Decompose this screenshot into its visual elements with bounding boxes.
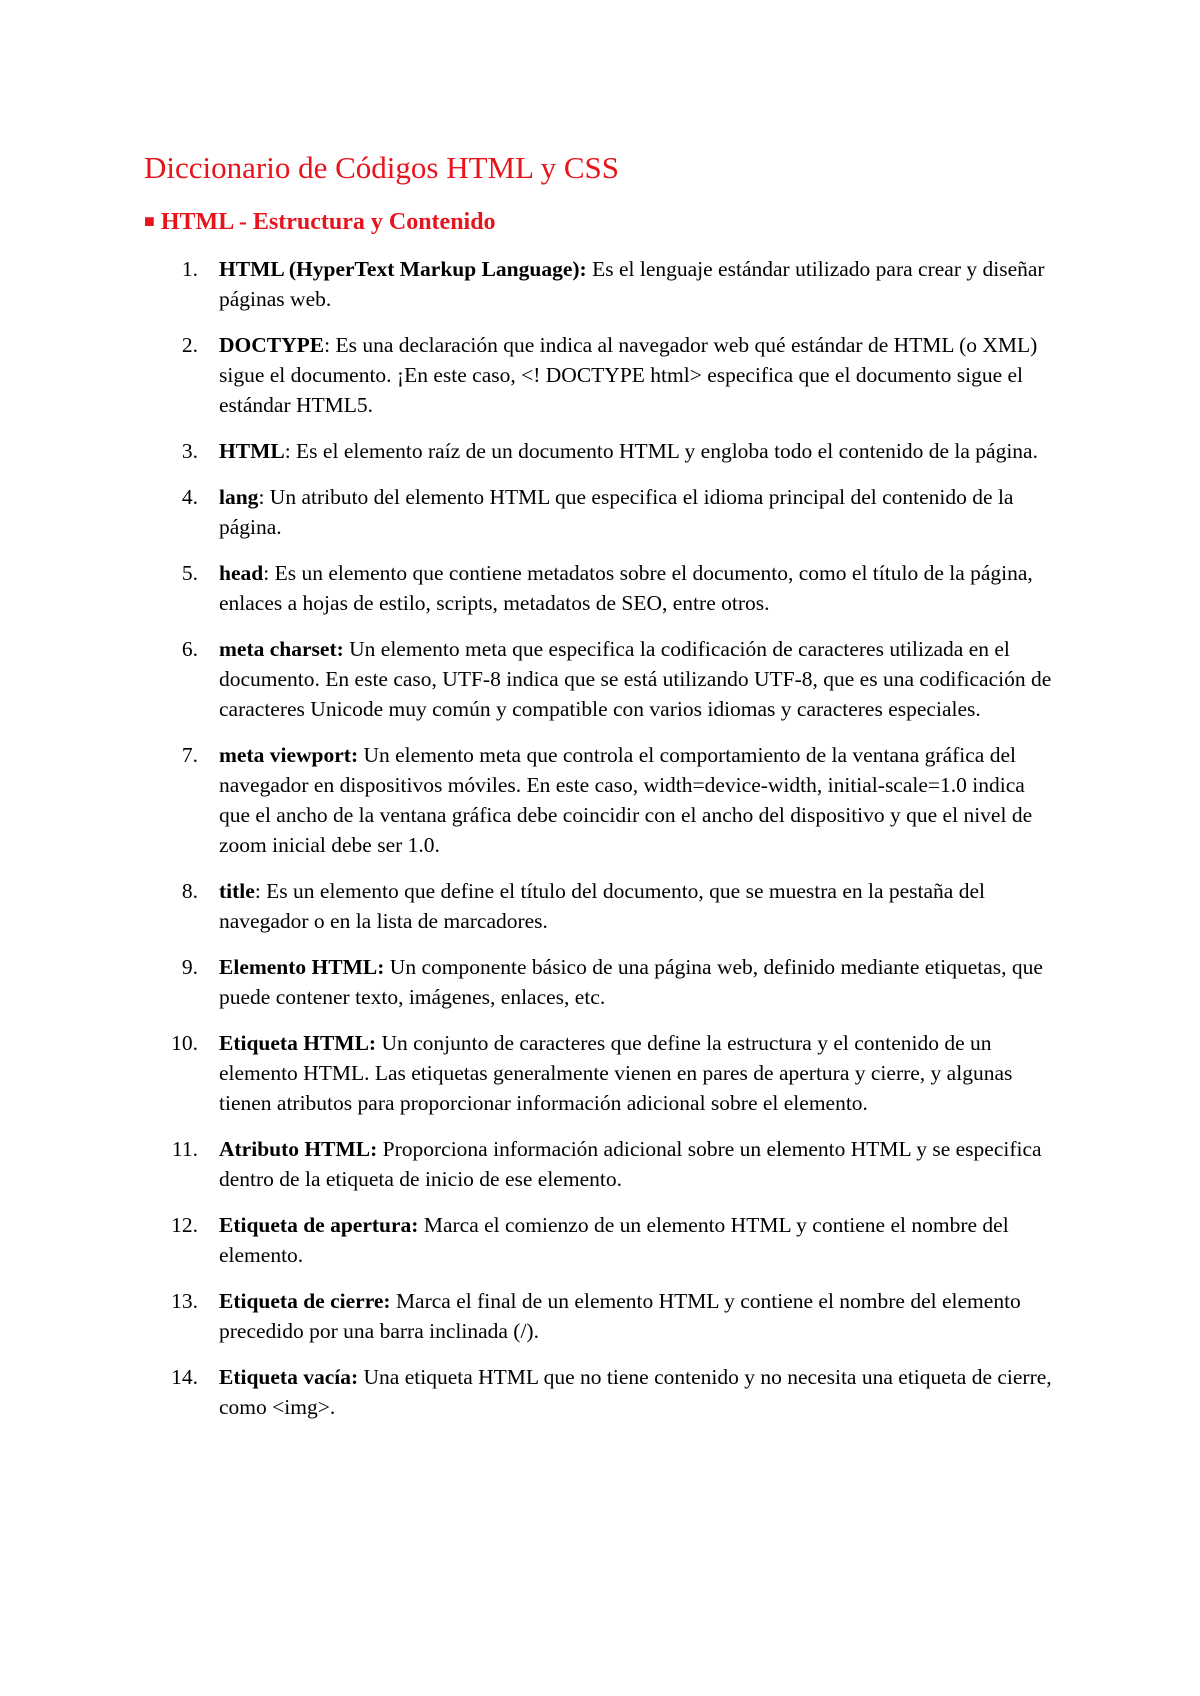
item-number: 7. [181,743,198,767]
item-number: 2. [181,333,198,357]
item-number: 3. [181,439,198,463]
item-term: Etiqueta de apertura: [219,1213,419,1237]
list-item [0,876,1200,936]
item-term: meta charset: [219,637,344,661]
list-item [0,330,1200,420]
list-item [0,1028,1200,1118]
item-description: : Un atributo del elemento HTML que especifica el idioma principal del contenido de la página. [219,485,1014,539]
item-term: meta viewport: [219,743,359,767]
item-description: Marca el comienzo de un elemento HTML y contiene el nombre del elemento. [219,1213,1009,1267]
item-term: Etiqueta de cierre: [219,1289,391,1313]
item-number: 8. [181,879,198,903]
list-item [0,634,1200,724]
item-term: HTML [219,439,285,463]
item-number: 5. [181,561,198,585]
item-number: 9. [181,955,198,979]
item-number: 11. [171,1137,198,1161]
item-term: Etiqueta HTML: [219,1031,377,1055]
document-title: Diccionario de Códigos HTML y CSS [144,150,620,185]
section-heading-text: HTML - Estructura y Contenido [160,209,496,235]
item-description: Un elemento meta que controla el comportamiento de la ventana gráfica del navegador en dispositivos móviles. En este caso, width=device-width, initial-scale=1.0 indica que el ancho de la ventana gráfica debe coincidir con el ancho del dispositivo y que el nivel de zoom inicial debe ser 1.0. [219,743,1033,857]
list-item [0,482,1200,542]
item-description: Un elemento meta que especifica la codificación de caracteres utilizada en el documento. En este caso, UTF-8 indica que se está utilizando UTF-8, que es una codificación de caracteres Unicode muy común y compatible con varios idiomas y caracteres especiales. [219,637,1052,721]
item-term: Atributo HTML: [219,1137,378,1161]
definition-list [0,254,1200,1438]
item-description: Marca el final de un elemento HTML y contiene el nombre del elemento precedido por una barra inclinada (/). [219,1289,1021,1343]
list-item [0,1210,1200,1270]
item-term: HTML (HyperText Markup Language): [219,257,587,281]
item-description: Proporciona información adicional sobre un elemento HTML y se especifica dentro de la etiqueta de inicio de ese elemento. [219,1137,1042,1191]
item-term: head [219,561,264,585]
item-description: Un conjunto de caracteres que define la estructura y el contenido de un elemento HTML. Las etiquetas generalmente vienen en pares de apertura y cierre, y algunas tienen atributos para proporcionar información adicional sobre el elemento. [219,1031,1013,1115]
item-description: Un componente básico de una página web, definido mediante etiquetas, que puede contener texto, imágenes, enlaces, etc. [219,955,1043,1009]
square-bullet-icon: ■ [144,211,155,231]
item-description: Es el lenguaje estándar utilizado para crear y diseñar páginas web. [219,257,1045,311]
item-term: Etiqueta vacía: [219,1365,359,1389]
item-number: 1. [181,257,198,281]
list-item [0,1286,1200,1346]
item-description: : Es un elemento que define el título del documento, que se muestra en la pestaña del navegador o en la lista de marcadores. [219,879,985,933]
list-item [0,952,1200,1012]
item-number: 13. [171,1289,198,1313]
item-term: lang [219,485,259,509]
item-number: 6. [181,637,198,661]
item-description: : Es una declaración que indica al navegador web qué estándar de HTML (o XML) sigue el documento. ¡En este caso, <! DOCTYPE html> especifica que el documento sigue el estándar HTML5. [219,333,1038,417]
item-description: Una etiqueta HTML que no tiene contenido y no necesita una etiqueta de cierre, como <img>. [219,1365,1052,1419]
item-number: 12. [171,1213,198,1237]
item-description: : Es el elemento raíz de un documento HTML y engloba todo el contenido de la página. [284,439,1038,463]
item-number: 4. [181,485,198,509]
list-item [0,436,1200,466]
list-item [0,254,1200,314]
list-item [0,558,1200,618]
item-term: title [219,879,255,903]
list-item [0,1134,1200,1194]
item-number: 10. [171,1031,198,1055]
item-description: : Es un elemento que contiene metadatos sobre el documento, como el título de la página, enlaces a hojas de estilo, scripts, metadatos de SEO, entre otros. [219,561,1033,615]
section-heading [144,205,496,238]
item-term: Elemento HTML: [219,955,385,979]
item-term: DOCTYPE [219,333,325,357]
list-item [0,1362,1200,1422]
item-number: 14. [171,1365,198,1389]
list-item [0,740,1200,860]
